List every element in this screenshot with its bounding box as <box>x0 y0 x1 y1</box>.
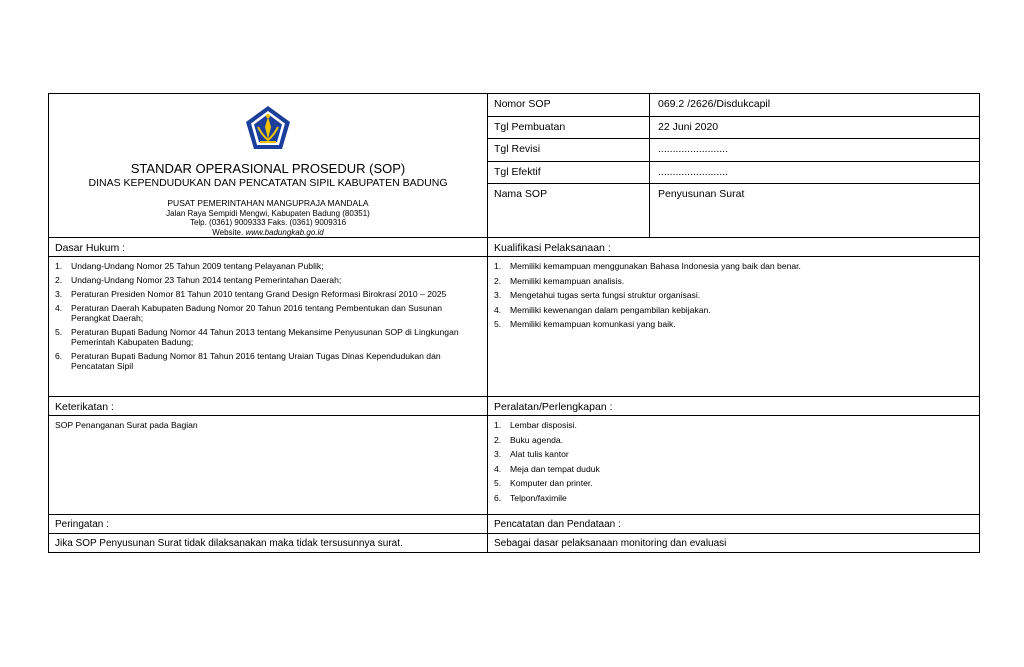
list-text: Undang-Undang Nomor 25 Tahun 2009 tentang Pelayanan Publik; <box>71 261 324 271</box>
list-item <box>494 435 973 445</box>
list-item <box>494 276 973 286</box>
list-item <box>55 275 481 285</box>
pencatatan-heading: Pencatatan dan Pendataan : <box>488 514 980 533</box>
website-label: Website. <box>212 227 244 237</box>
list-item <box>55 303 481 323</box>
address-line: Telp. (0361) 9009333 Faks. (0361) 9009316 <box>189 218 347 227</box>
sop-table <box>48 93 980 553</box>
address-line: Jalan Raya Sempidi Mengwi, Kabupaten Badung (80351) <box>166 208 370 218</box>
list-text: Peraturan Bupati Badung Nomor 81 Tahun 2016 tentang Uraian Tugas Dinas Kependudukan dan Pencatatan Sipil <box>71 351 441 371</box>
list-text: Peraturan Bupati Badung Nomor 44 Tahun 2013 tentang Mekansime Penyusunan SOP di Lingkungan Pemerintah Kabupaten Badung; <box>71 327 459 347</box>
list-text: Mengetahui tugas serta fungsi struktur organisasi. <box>510 290 701 301</box>
keterikatan-heading: Keterikatan : <box>49 397 488 416</box>
meta-value: Penyusunan Surat <box>650 184 980 238</box>
list-number: 1. <box>55 261 63 271</box>
list-item <box>55 327 481 347</box>
list-number: 6. <box>494 492 502 503</box>
list-number: 1. <box>494 261 502 271</box>
list-number: 5. <box>55 327 63 337</box>
header-block <box>49 94 488 238</box>
list-item <box>494 493 973 503</box>
dasar-hukum-cell <box>49 257 488 397</box>
list-number: 5. <box>494 319 502 330</box>
sop-document <box>48 93 979 553</box>
agency-address <box>49 199 487 237</box>
kualifikasi-heading: Kualifikasi Pelaksanaan : <box>488 238 980 257</box>
list-text: Memiliki kemampuan komunkasi yang baik. <box>510 319 676 330</box>
list-item <box>494 290 973 300</box>
peralatan-list <box>488 416 979 514</box>
meta-label: Nama SOP <box>488 184 650 238</box>
website-link[interactable]: www.badungkab.go.id <box>245 227 324 237</box>
list-item <box>494 305 973 315</box>
list-item <box>494 420 973 430</box>
meta-value: 069.2 /2626/Disdukcapil <box>650 94 980 117</box>
list-item <box>55 351 481 371</box>
list-text: Meja dan tempat duduk <box>510 463 600 474</box>
meta-label: Tgl Efektif <box>488 161 650 184</box>
peralatan-heading: Peralatan/Perlengkapan : <box>488 397 980 416</box>
meta-value: 22 Juni 2020 <box>650 116 980 139</box>
list-number: 4. <box>494 304 502 315</box>
list-text: Memiliki kemampuan analisis. <box>510 275 625 286</box>
list-number: 5. <box>494 478 502 489</box>
list-text: Buku agenda. <box>510 434 564 445</box>
website-line <box>49 228 487 238</box>
list-number: 6. <box>55 351 63 361</box>
list-text: Lembar disposisi. <box>510 420 577 430</box>
list-number: 4. <box>494 463 502 474</box>
list-text: Memiliki kemampuan menggunakan Bahasa Indonesia yang baik dan benar. <box>510 261 801 271</box>
list-text: Memiliki kewenangan dalam pengambilan kebijakan. <box>510 304 711 315</box>
list-text: Peraturan Presiden Nomor 81 Tahun 2010 tentang Grand Design Reformasi Birokrasi 2010 – 2025 <box>71 289 447 299</box>
list-number: 1. <box>494 420 502 430</box>
peringatan-heading: Peringatan : <box>49 514 488 533</box>
dasar-hukum-list <box>49 257 487 381</box>
list-number: 4. <box>55 303 63 313</box>
meta-value: ........................ <box>650 139 980 162</box>
sop-title: STANDAR OPERASIONAL PROSEDUR (SOP) <box>130 161 406 176</box>
list-text: Peraturan Daerah Kabupaten Badung Nomor 20 Tahun 2016 tentang Pembentukan dan Susunan Perangkat Daerah; <box>71 303 443 323</box>
list-item <box>494 478 973 488</box>
list-text: Telpon/faximile <box>510 492 567 503</box>
meta-label: Tgl Pembuatan <box>488 116 650 139</box>
list-number: 2. <box>494 434 502 445</box>
peralatan-cell <box>488 416 980 515</box>
list-item <box>494 261 973 271</box>
pencatatan-text: Sebagai dasar pelaksanaan monitoring dan evaluasi <box>488 533 980 552</box>
list-number: 3. <box>55 289 63 299</box>
list-number: 3. <box>494 449 502 460</box>
list-number: 2. <box>494 275 502 286</box>
list-number: 2. <box>55 275 63 285</box>
list-item <box>494 449 973 459</box>
peringatan-text: Jika SOP Penyusunan Surat tidak dilaksanakan maka tidak tersusunnya surat. <box>49 533 488 552</box>
list-item <box>55 261 481 271</box>
meta-label: Tgl Revisi <box>488 139 650 162</box>
list-item <box>55 289 481 299</box>
meta-value: ........................ <box>650 161 980 184</box>
keterikatan-text: SOP Penanganan Surat pada Bagian <box>49 416 488 515</box>
list-item <box>494 319 973 329</box>
badung-regency-emblem-icon <box>244 105 292 151</box>
agency-name: DINAS KEPENDUDUKAN DAN PENCATATAN SIPIL KABUPATEN BADUNG <box>88 177 448 189</box>
kualifikasi-cell <box>488 257 980 397</box>
address-line: PUSAT PEMERINTAHAN MANGUPRAJA MANDALA <box>167 198 369 208</box>
kualifikasi-list <box>488 257 979 340</box>
list-text: Komputer dan printer. <box>510 478 593 489</box>
dasar-hukum-heading: Dasar Hukum : <box>49 238 488 257</box>
list-text: Undang-Undang Nomor 23 Tahun 2014 tentang Pemerintahan Daerah; <box>71 275 342 285</box>
list-text: Alat tulis kantor <box>510 449 569 460</box>
list-item <box>494 464 973 474</box>
meta-label: Nomor SOP <box>488 94 650 117</box>
list-number: 3. <box>494 290 502 301</box>
